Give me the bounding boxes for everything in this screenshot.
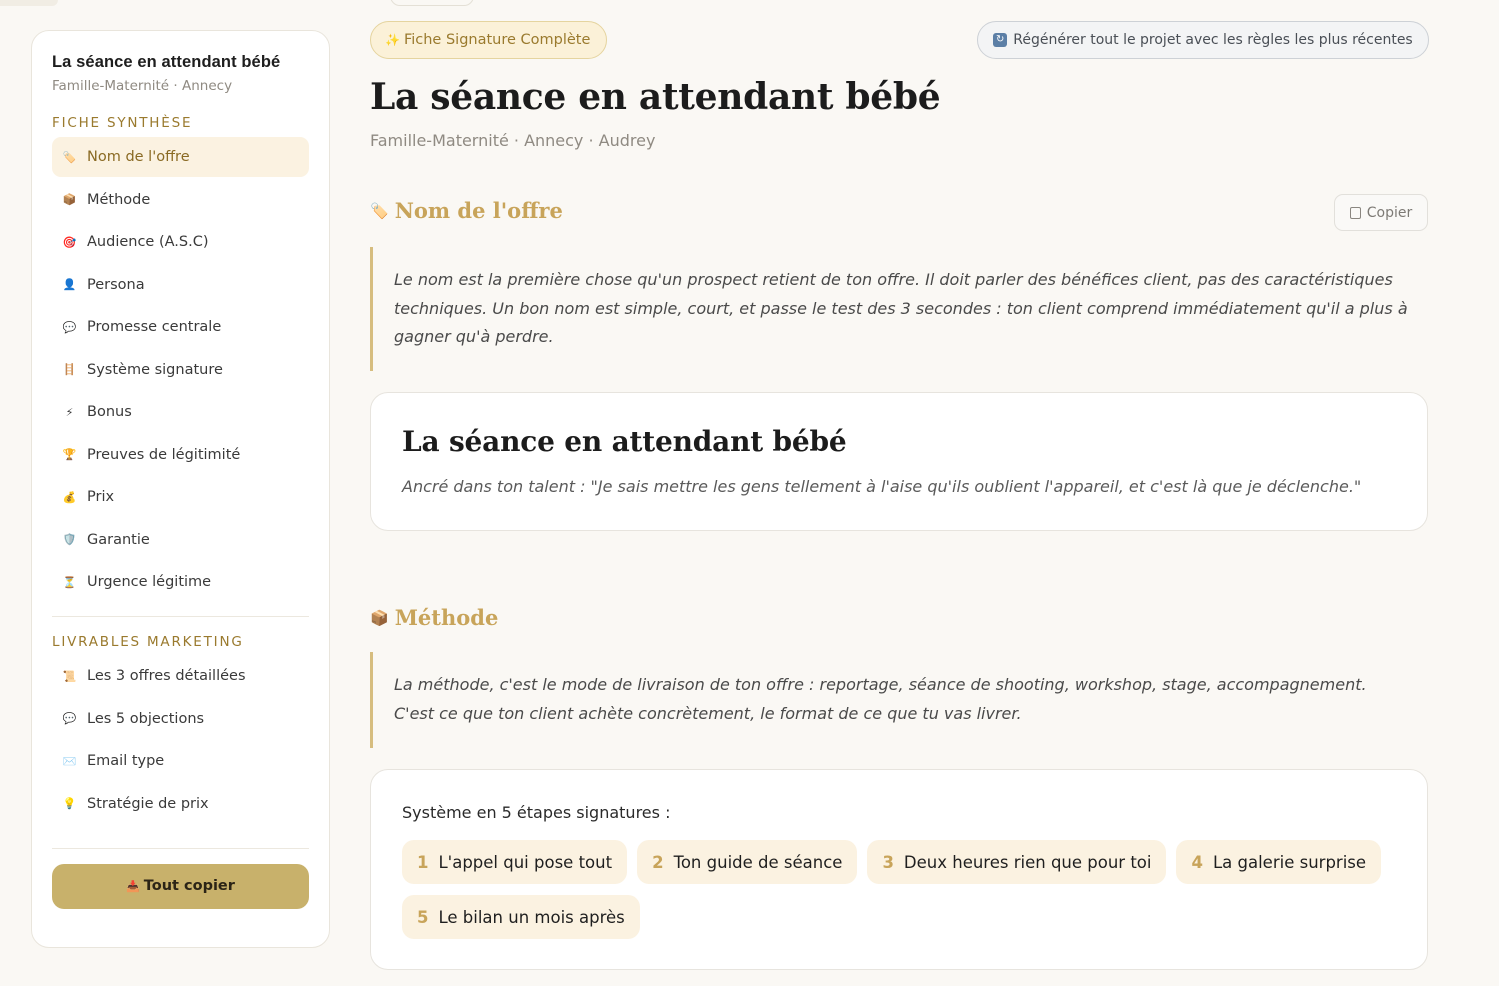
- copy-icon: [1350, 207, 1361, 219]
- sidebar-item[interactable]: [52, 222, 309, 262]
- sidebar-item-icon: 🏷️: [62, 150, 77, 164]
- sidebar-item-label: Bonus: [87, 404, 132, 420]
- top-fragment-left: [0, 0, 58, 6]
- sidebar-item[interactable]: [52, 562, 309, 602]
- step-number: 5: [417, 907, 429, 927]
- sidebar-section-title: FICHE SYNTHÈSE: [52, 115, 193, 131]
- steps-label: Système en 5 étapes signatures :: [402, 803, 671, 822]
- offer-name-anchor: Ancré dans ton talent : "Je sais mettre les gens tellement à l'aise qu'ils oublient l'appareil, et c'est là que je déclenche.": [402, 477, 1362, 496]
- section-title-method: [370, 605, 498, 630]
- sidebar-item-icon: 💰: [62, 490, 77, 504]
- sidebar-item[interactable]: [52, 435, 309, 475]
- refresh-icon: ↻: [993, 33, 1007, 47]
- sidebar-item-label: Audience (A.S.C): [87, 234, 209, 250]
- badge-label: Fiche Signature Complète: [403, 32, 591, 48]
- package-icon: 📦: [370, 608, 389, 627]
- sidebar-subtitle: Famille-Maternité · Annecy: [52, 78, 233, 94]
- step-chip: [402, 840, 627, 884]
- step-label: La galerie surprise: [1212, 852, 1367, 872]
- sidebar-item-icon: 💡: [62, 797, 77, 810]
- sidebar-item-icon: ✉️: [62, 754, 77, 768]
- step-number: 3: [882, 852, 894, 872]
- top-fragment-button: [390, 0, 474, 6]
- sidebar-divider: [52, 616, 309, 617]
- sidebar-item-label: Promesse centrale: [87, 319, 222, 335]
- step-label: Ton guide de séance: [673, 852, 843, 872]
- sidebar-item-label: Preuves de légitimité: [87, 446, 241, 463]
- sidebar-item[interactable]: [52, 520, 309, 560]
- sidebar-divider: [52, 848, 309, 849]
- step-label: Deux heures rien que pour toi: [903, 852, 1152, 872]
- sidebar-item[interactable]: [52, 699, 309, 739]
- section-title-offer-name: [370, 198, 563, 223]
- step-number: 2: [652, 852, 664, 872]
- sidebar-title: La séance en attendant bébé: [52, 53, 281, 71]
- copy-all-label: Tout copier: [143, 878, 235, 894]
- inbox-tray-icon: 📥: [126, 879, 140, 893]
- offer-name-explanation: [370, 247, 1410, 371]
- copy-button[interactable]: [1334, 194, 1428, 231]
- sidebar-item-icon: ⏳: [62, 575, 77, 589]
- sidebar-item-icon: 🎯: [62, 235, 77, 249]
- section-title-text: Méthode: [394, 605, 499, 630]
- page-subtitle: Famille-Maternité · Annecy · Audrey: [370, 131, 656, 150]
- fiche-complete-badge: [370, 21, 607, 59]
- sidebar-item[interactable]: [52, 307, 309, 347]
- sidebar-item-icon: 💬: [62, 320, 77, 334]
- copy-all-button[interactable]: [52, 864, 309, 909]
- steps-list: [402, 840, 1402, 939]
- sidebar-item-icon: 💬: [62, 712, 77, 725]
- step-chip: [1176, 840, 1381, 884]
- sidebar: [31, 30, 330, 948]
- sidebar-item-icon: 🛡️: [62, 533, 77, 546]
- sidebar-item[interactable]: [52, 350, 309, 390]
- step-number: 4: [1191, 852, 1203, 872]
- sidebar-item-label: Nom de l'offre: [87, 149, 190, 165]
- sidebar-item-icon: 🪜: [62, 363, 77, 376]
- sidebar-item-icon: 🏆: [62, 448, 77, 461]
- sidebar-item[interactable]: [52, 784, 309, 824]
- sidebar-item-label: Stratégie de prix: [87, 795, 209, 812]
- sidebar-item-label: Garantie: [87, 531, 150, 548]
- step-number: 1: [417, 852, 429, 872]
- page-title: La séance en attendant bébé: [370, 76, 941, 118]
- sidebar-item-label: Méthode: [87, 191, 151, 208]
- sidebar-item-label: Système signature: [87, 361, 223, 378]
- label-tag-icon: 🏷️: [370, 201, 389, 220]
- sidebar-item-label: Les 5 objections: [87, 710, 205, 727]
- step-label: Le bilan un mois après: [438, 907, 625, 927]
- regenerate-label: Régénérer tout le projet avec les règles les plus récentes: [1013, 32, 1413, 48]
- sparkles-icon: ✨: [385, 33, 400, 47]
- sidebar-item[interactable]: [52, 392, 309, 432]
- quote-text: La méthode, c'est le mode de livraison de ton offre : reportage, séance de shooting, workshop, stage, accompagnement. C'est ce que ton client achète concrètement, le format de ce que tu vas livrer.: [394, 675, 1367, 723]
- sidebar-item[interactable]: [52, 477, 309, 517]
- quote-text: Le nom est la première chose qu'un prospect retient de ton offre. Il doit parler des bénéfices client, pas des caractéristiques techniques. Un bon nom est simple, court, et passe le test des 3 secondes : ton client comprend immédiatement qu'il a plus à gagner qu'à perdre.: [394, 270, 1408, 346]
- sidebar-item-icon: ⚡: [65, 405, 74, 419]
- sidebar-item[interactable]: [52, 656, 309, 696]
- method-explanation: [370, 652, 1410, 748]
- copy-label: Copier: [1366, 204, 1413, 221]
- sidebar-item[interactable]: [52, 137, 309, 177]
- sidebar-item-label: Les 3 offres détaillées: [87, 668, 246, 684]
- sidebar-item-icon: 📜: [62, 669, 77, 683]
- section-title-text: Nom de l'offre: [394, 198, 563, 223]
- step-chip: [637, 840, 857, 884]
- sidebar-item-label: Email type: [87, 753, 165, 769]
- sidebar-section-title: LIVRABLES MARKETING: [52, 634, 244, 650]
- offer-name-value: La séance en attendant bébé: [402, 425, 847, 458]
- step-chip: [867, 840, 1166, 884]
- sidebar-item[interactable]: [52, 180, 309, 220]
- step-label: L'appel qui pose tout: [438, 852, 613, 872]
- offer-name-card: [370, 392, 1428, 531]
- sidebar-item-icon: 📦: [62, 193, 77, 206]
- sidebar-item-label: Persona: [87, 276, 145, 293]
- sidebar-item-label: Urgence légitime: [87, 574, 212, 590]
- sidebar-item[interactable]: [52, 741, 309, 781]
- sidebar-item-label: Prix: [87, 489, 115, 505]
- step-chip: [402, 895, 640, 939]
- sidebar-item-icon: 👤: [62, 278, 77, 291]
- regenerate-project-button[interactable]: [977, 21, 1429, 59]
- sidebar-item[interactable]: [52, 265, 309, 305]
- method-card: [370, 769, 1428, 970]
